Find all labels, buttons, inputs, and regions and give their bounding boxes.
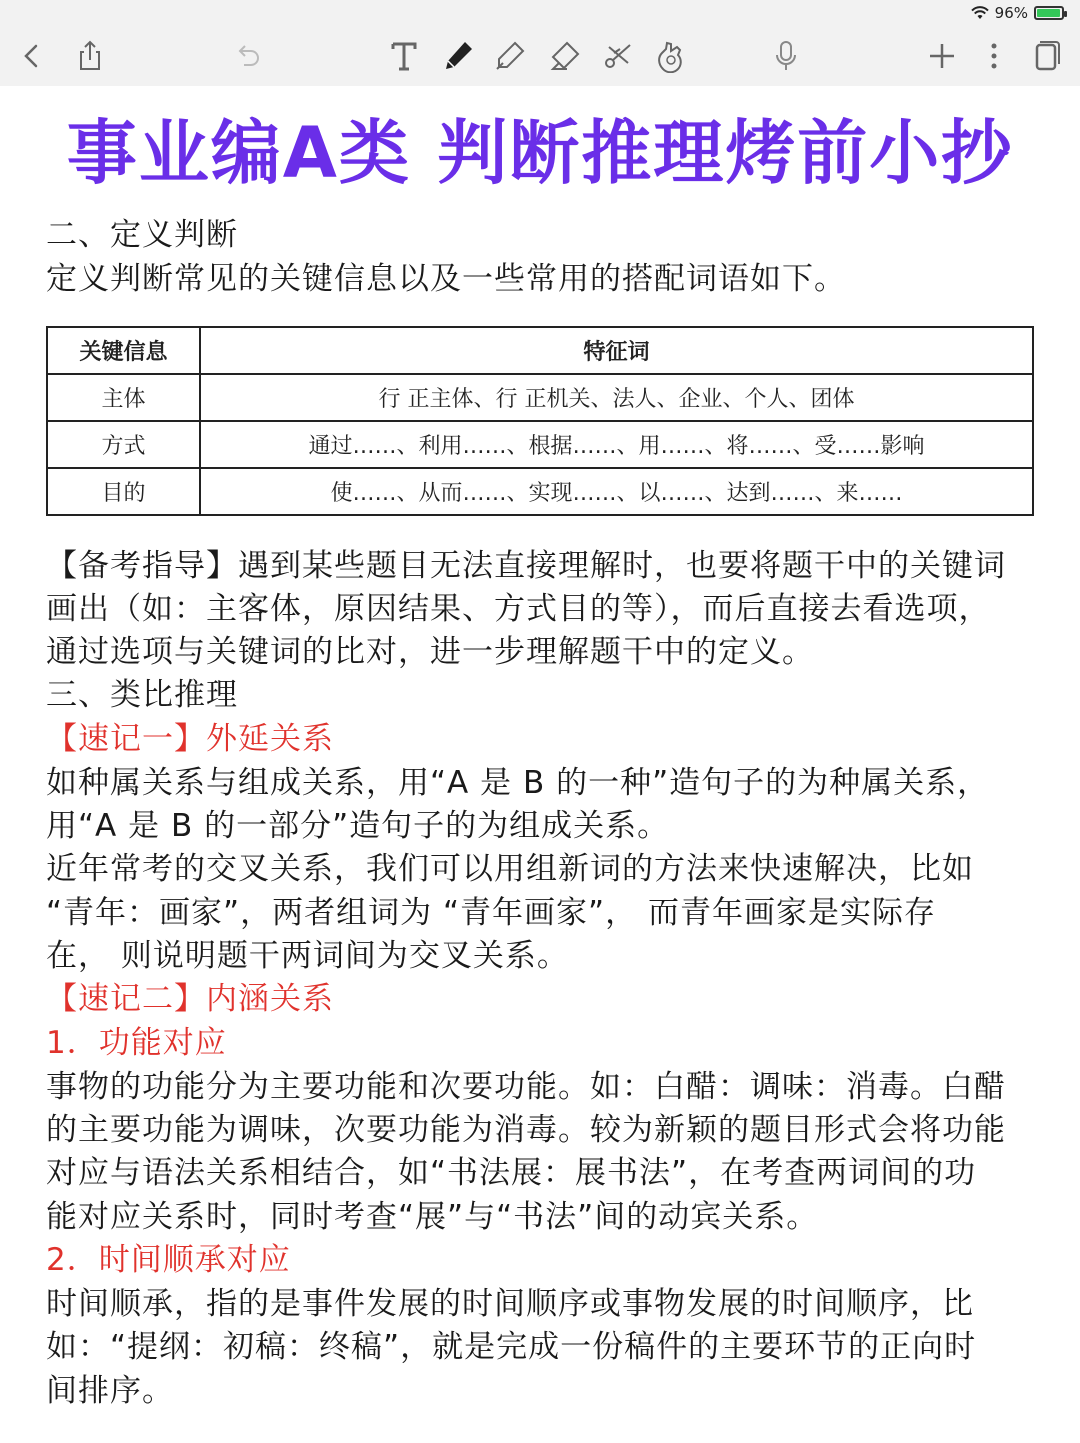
table-cell: 使……、从而……、实现……、以……、达到……、来…… — [200, 468, 1033, 515]
toolbar — [0, 26, 1080, 86]
add-icon — [925, 39, 959, 73]
status-bar — [0, 0, 1080, 26]
pen-tool-button[interactable] — [436, 34, 480, 78]
text-tool-button[interactable] — [382, 34, 426, 78]
table-row — [47, 468, 1033, 515]
memo-two-title: 【速记二】内涵关系 — [46, 981, 334, 1017]
function-line: 的主要功能为调味，次要功能为消毒。较为新颖的题目形式会将功能 — [46, 1112, 1006, 1148]
share-icon — [73, 39, 107, 73]
memo-one-line: “青年：画家”，两者组词为 “青年画家”， 而青年画家是实际存 — [46, 895, 936, 931]
table-cell: 目的 — [47, 468, 200, 515]
guide-line: 画出（如：主客体，原因结果、方式目的等），而后直接去看选项， — [46, 591, 991, 627]
memo-one-line: 在， 则说明题干两词间为交叉关系。 — [46, 938, 569, 974]
more-button[interactable] — [972, 34, 1016, 78]
undo-icon — [231, 39, 265, 73]
guide-line: 【备考指导】遇到某些题目无法直接理解时，也要将题干中的关键词 — [46, 548, 1006, 584]
function-subheading: 1．功能对应 — [46, 1025, 227, 1061]
highlighter-tool-button[interactable] — [488, 34, 532, 78]
undo-button[interactable] — [226, 34, 270, 78]
time-order-subheading: 2．时间顺承对应 — [46, 1242, 291, 1278]
key-info-table — [46, 326, 1034, 516]
microphone-button[interactable] — [764, 34, 808, 78]
section-two-heading: 二、定义判断 — [46, 217, 238, 253]
section-three-heading: 三、类比推理 — [46, 677, 238, 713]
table-header-cell: 关键信息 — [47, 327, 200, 374]
pages-button[interactable] — [1024, 34, 1068, 78]
guide-line: 通过选项与关键词的比对，进一步理解题干中的定义。 — [46, 634, 814, 670]
lasso-tool-button[interactable] — [596, 34, 640, 78]
memo-one-line: 如种属关系与组成关系，用“A 是 B 的一种”造句子的为种属关系， — [46, 765, 990, 801]
table-row — [47, 374, 1033, 421]
wifi-icon — [971, 6, 989, 20]
back-icon — [15, 39, 49, 73]
back-button[interactable] — [10, 34, 54, 78]
document-title: 事业编A类 判断推理烤前小抄 — [66, 112, 1014, 194]
table-cell: 方式 — [47, 421, 200, 468]
table-cell: 主体 — [47, 374, 200, 421]
text-icon — [387, 39, 421, 73]
eraser-icon — [547, 39, 581, 73]
highlighter-icon — [493, 39, 527, 73]
time-order-line: 间排序。 — [46, 1373, 174, 1409]
pen-icon — [441, 39, 475, 73]
lasso-icon — [601, 39, 635, 73]
function-line: 能对应关系时，同时考查“展”与“书法”间的动宾关系。 — [46, 1199, 819, 1235]
section-two-intro: 定义判断常见的关键信息以及一些常用的搭配词语如下。 — [46, 261, 846, 297]
battery-percent: 96% — [994, 4, 1028, 22]
more-icon — [977, 39, 1011, 73]
function-line: 对应与语法关系相结合，如“书法展：展书法”，在考查两词间的功 — [46, 1155, 977, 1191]
hand-tool-button[interactable] — [648, 34, 692, 78]
memo-one-title: 【速记一】外延关系 — [46, 721, 334, 757]
table-cell: 通过……、利用……、根据……、用……、将……、受……影响 — [200, 421, 1033, 468]
eraser-tool-button[interactable] — [542, 34, 586, 78]
battery-icon — [1034, 6, 1064, 20]
time-order-line: 如：“提纲：初稿：终稿”，就是完成一份稿件的主要环节的正向时 — [46, 1329, 977, 1365]
time-order-line: 时间顺承，指的是事件发展的时间顺序或事物发展的时间顺序，比 — [46, 1286, 974, 1322]
table-header-row — [47, 327, 1033, 374]
add-button[interactable] — [920, 34, 964, 78]
table-header-cell: 特征词 — [200, 327, 1033, 374]
function-line: 事物的功能分为主要功能和次要功能。如：白醋：调味：消毒。白醋 — [46, 1069, 1006, 1105]
table-row — [47, 421, 1033, 468]
table-cell: 行 正主体、行 正机关、法人、企业、个人、团体 — [200, 374, 1033, 421]
share-button[interactable] — [68, 34, 112, 78]
pages-icon — [1029, 39, 1063, 73]
memo-one-line: 近年常考的交叉关系，我们可以用组新词的方法来快速解决，比如 — [46, 851, 974, 887]
status-indicators — [971, 4, 1064, 22]
microphone-icon — [769, 39, 803, 73]
document-page — [0, 86, 1080, 1443]
hand-icon — [653, 39, 687, 73]
memo-one-line: 用“A 是 B 的一部分”造句子的为组成关系。 — [46, 808, 670, 844]
